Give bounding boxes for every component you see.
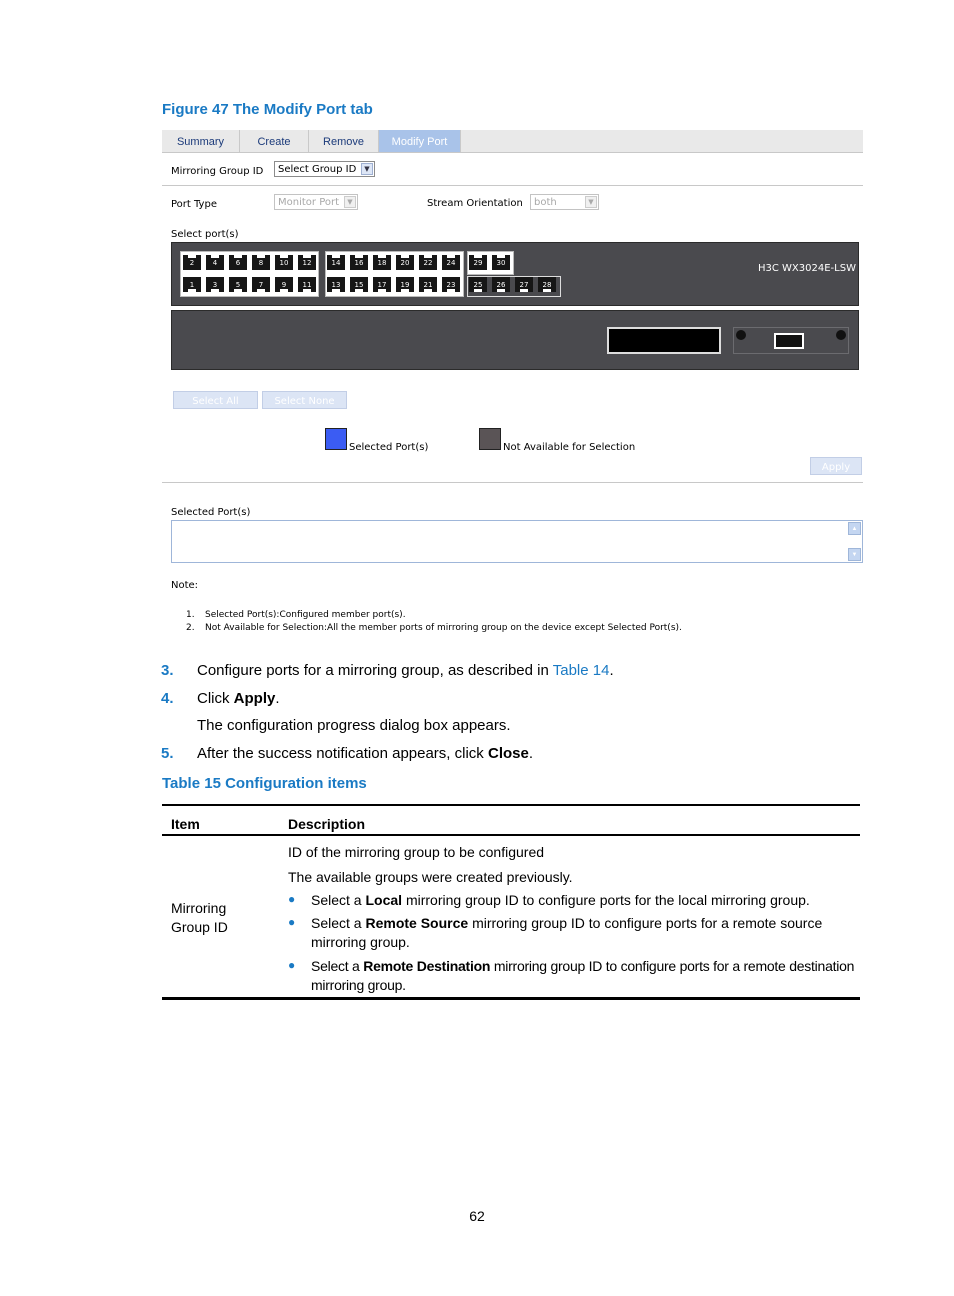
stream-orientation-select[interactable] [530,194,599,210]
port-1[interactable]: 1 [183,277,201,292]
table-title: Table 15 Configuration items [162,775,367,792]
table-bottom-rule [162,997,860,1000]
note-item-1-text: Selected Port(s):Configured member port(s). [205,610,406,620]
not-available-legend-label: Not Available for Selection [503,442,636,453]
desc-line-1: ID of the mirroring group to be configured [288,844,545,860]
console-module [733,327,849,354]
port-6[interactable]: 6 [229,255,247,270]
table-header-item: Item [171,816,200,832]
port-15[interactable]: 15 [350,277,368,292]
mirroring-group-select[interactable] [274,161,375,177]
stream-orientation-value: both [534,197,557,208]
chevron-down-icon: ▼ [585,196,597,208]
port-type-label: Port Type [171,199,217,210]
note-label: Note: [171,580,199,591]
scroll-down-icon[interactable]: ▼ [848,548,861,561]
port-18[interactable]: 18 [373,255,391,270]
bullet-icon: ● [288,958,296,972]
port-5[interactable]: 5 [229,277,247,292]
port-27[interactable]: 27 [515,277,533,292]
step-3-number: 3. [161,662,174,679]
port-13[interactable]: 13 [327,277,345,292]
port-2[interactable]: 2 [183,255,201,270]
port-21[interactable]: 21 [419,277,437,292]
apply-button[interactable]: Apply [810,457,862,475]
tab-modify-port[interactable]: Modify Port [379,130,461,152]
device-panel-rear [171,310,859,370]
desc-bullet-3: Select a Remote Destination mirroring group ID to configure ports for a remote destination mirroring group. [311,958,855,993]
desc-bullet-2: Select a Remote Source mirroring group ID to configure ports for a remote source mirroring group. [311,915,823,950]
port-22[interactable]: 22 [419,255,437,270]
step-4-result: The configuration progress dialog box appears. [197,717,511,734]
step-5-text: After the success notification appears, click Close. [197,745,534,762]
not-available-legend-swatch [479,428,501,450]
bullet-icon: ● [288,915,296,929]
step-4-text: Click Apply. [197,690,280,707]
selected-legend-label: Selected Port(s) [349,442,429,453]
tab-bar [162,130,863,153]
mirroring-group-label: Mirroring Group ID [171,166,264,177]
port-4[interactable]: 4 [206,255,224,270]
bullet-icon: ● [288,892,296,906]
tab-create[interactable]: Create [240,130,309,152]
note-item-2-number: 2. [186,623,195,633]
device-panel [171,242,859,306]
port-30[interactable]: 30 [492,255,510,270]
table-14-link[interactable]: Table 14 [552,662,610,679]
port-11[interactable]: 11 [298,277,316,292]
note-item-1-number: 1. [186,610,195,620]
port-8[interactable]: 8 [252,255,270,270]
port-28[interactable]: 28 [538,277,556,292]
step-5-number: 5. [161,745,174,762]
port-3[interactable]: 3 [206,277,224,292]
select-all-button[interactable]: Select All [173,391,258,409]
port-24[interactable]: 24 [442,255,460,270]
page-number: 62 [469,1208,485,1224]
port-9[interactable]: 9 [275,277,293,292]
desc-line-2: The available groups were created previously. [288,869,573,885]
selected-ports-label: Selected Port(s) [171,507,251,518]
port-12[interactable]: 12 [298,255,316,270]
scroll-up-icon[interactable]: ▲ [848,522,861,535]
port-type-select[interactable] [274,194,358,210]
desc-bullet-1: Select a Local mirroring group ID to configure ports for the local mirroring group. [311,892,810,908]
port-7[interactable]: 7 [252,277,270,292]
note-item-2-text: Not Available for Selection:All the member ports of mirroring group on the device except Selected Port(s). [205,623,682,633]
step-3-text: Configure ports for a mirroring group, as described in Table 14. [197,662,614,679]
port-14[interactable]: 14 [327,255,345,270]
divider [162,185,863,186]
figure-title: Figure 47 The Modify Port tab [162,101,373,118]
step-4-number: 4. [161,690,174,707]
chevron-down-icon: ▼ [344,196,356,208]
port-16[interactable]: 16 [350,255,368,270]
table-top-rule [162,804,860,806]
stream-orientation-label: Stream Orientation [427,198,523,209]
select-ports-label: Select port(s) [171,229,239,240]
tab-summary[interactable]: Summary [162,130,240,152]
port-20[interactable]: 20 [396,255,414,270]
table-header-description: Description [288,816,366,832]
selected-legend-swatch [325,428,347,450]
screw-icon [736,330,746,340]
port-17[interactable]: 17 [373,277,391,292]
chevron-down-icon: ▼ [361,163,373,175]
port-type-value: Monitor Port [278,197,340,208]
selected-ports-textarea[interactable] [171,520,863,563]
screw-icon [836,330,846,340]
port-10[interactable]: 10 [275,255,293,270]
port-19[interactable]: 19 [396,277,414,292]
device-name: H3C WX3024E-LSW [758,263,856,274]
select-none-button[interactable]: Select None [262,391,347,409]
port-23[interactable]: 23 [442,277,460,292]
tab-remove[interactable]: Remove [309,130,379,152]
mirroring-group-value: Select Group ID [278,164,357,175]
port-25[interactable]: 25 [469,277,487,292]
divider [162,482,863,483]
table-header-rule [162,834,860,836]
port-26[interactable]: 26 [492,277,510,292]
port-29[interactable]: 29 [469,255,487,270]
table-cell-item: Mirroring Group ID [171,900,228,935]
expansion-slot [607,327,721,354]
console-port-icon [774,333,804,349]
